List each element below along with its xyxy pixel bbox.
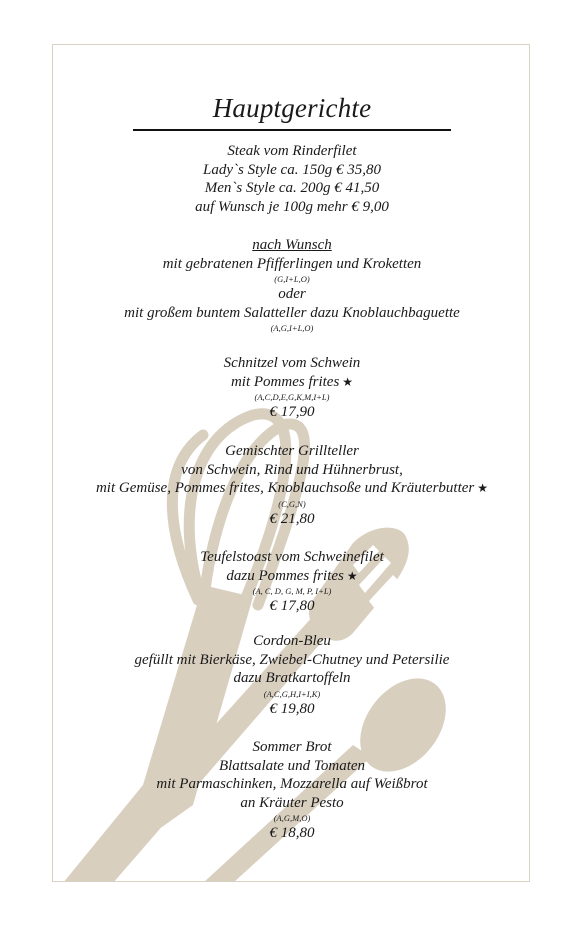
- menu-item-schnitzel: [53, 354, 530, 422]
- dish-description: dazu Bratkartoffeln: [233, 670, 351, 686]
- side-option: mit gebratenen Pfifferlingen und Kroketten: [162, 255, 422, 272]
- allergens: (C,G,N): [278, 498, 306, 509]
- title-underline: [133, 129, 451, 131]
- star-icon: ★: [346, 568, 358, 583]
- price: € 17,90: [269, 404, 315, 420]
- dish-option: Men`s Style ca. 200g € 41,50: [204, 180, 380, 196]
- dish-option: auf Wunsch je 100g mehr € 9,00: [195, 198, 389, 215]
- allergens: (A,G,M,O): [273, 813, 311, 823]
- dish-description: mit Pommes frites ★: [230, 373, 354, 390]
- price: € 19,80: [269, 700, 315, 717]
- dish-description: mit Gemüse, Pommes frites, Knoblauchsoße und Kräuterbutter ★: [95, 480, 489, 496]
- side-options: [53, 236, 530, 334]
- side-options-heading: nach Wunsch: [252, 237, 332, 253]
- star-icon: ★: [342, 374, 354, 389]
- price: € 18,80: [269, 825, 315, 841]
- dish-name: Steak vom Rinderfilet: [227, 143, 357, 159]
- star-icon: ★: [477, 481, 489, 495]
- menu-item-cordon-bleu: [53, 632, 530, 718]
- price: € 21,80: [269, 510, 315, 527]
- allergens: (G,I+L,O): [274, 274, 310, 284]
- dish-description: mit Parmaschinken, Mozzarella auf Weißbrot: [156, 776, 428, 792]
- dish-name: Schnitzel vom Schwein: [223, 355, 361, 371]
- menu-page: [52, 44, 530, 882]
- side-option: mit großem buntem Salatteller dazu Knoblauchbaguette: [124, 304, 460, 321]
- dish-name: Sommer Brot: [252, 739, 332, 755]
- dish-description: dazu Pommes frites ★: [226, 567, 358, 584]
- allergens: (A,C,G,H,I+I,K): [263, 688, 321, 699]
- price: € 17,80: [269, 598, 315, 614]
- menu-item-grillteller: [53, 442, 530, 528]
- dish-name: Gemischter Grillteller: [225, 443, 359, 459]
- menu-item-sommer-brot: [53, 738, 530, 843]
- allergens: (A, C, D, G, M, P, I+L): [252, 586, 332, 596]
- dish-description: gefüllt mit Bierkäse, Zwiebel-Chutney und Petersilie: [134, 651, 450, 668]
- dish-description: von Schwein, Rind und Hühnerbrust,: [181, 461, 403, 478]
- dish-name: Cordon-Bleu: [253, 633, 331, 649]
- side-option-or: oder: [278, 286, 306, 302]
- dish-description: Blattsalate und Tomaten: [218, 757, 366, 774]
- dish-option: Lady`s Style ca. 150g € 35,80: [203, 161, 381, 178]
- allergens: (A,G,I+L,O): [270, 323, 314, 333]
- menu-item-teufelstoast: [53, 548, 530, 616]
- page-title: Hauptgerichte: [212, 93, 372, 123]
- allergens: (A,C,D,E,G,K,M,I+L): [254, 392, 330, 402]
- dish-description: an Kräuter Pesto: [240, 794, 344, 811]
- dish-name: Teufelstoast vom Schweinefilet: [200, 549, 384, 565]
- menu-item-steak: [53, 142, 530, 216]
